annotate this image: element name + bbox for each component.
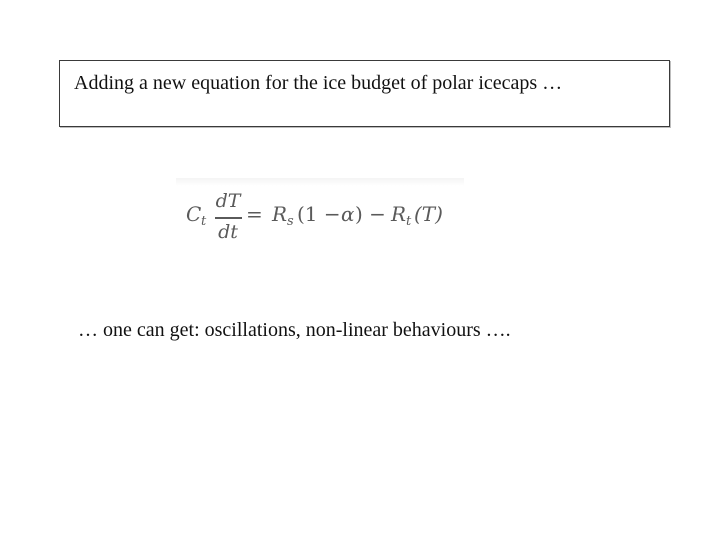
eq-derivative: [214, 188, 242, 248]
eq-fraction-bar: [215, 217, 242, 219]
slide-body-text: … one can get: oscillations, non-linear behaviours ….: [78, 319, 511, 341]
eq-paren-one-minus: (1 −: [297, 202, 341, 226]
eq-rs-subscript: s: [287, 214, 294, 229]
eq-paren-close-minus: ) −: [355, 202, 386, 226]
eq-numerator: dT: [215, 190, 241, 212]
eq-rt-symbol: R: [391, 202, 407, 226]
eq-rt-subscript: t: [406, 214, 412, 229]
eq-rt-argument: (T): [414, 202, 443, 226]
slide-title: Adding a new equation for the ice budget of polar icecaps …: [74, 72, 563, 94]
eq-heat-capacity-subscript: t: [201, 214, 207, 229]
energy-balance-equation: [176, 178, 464, 256]
eq-rs-symbol: R: [272, 202, 288, 226]
eq-heat-capacity-symbol: C: [186, 202, 202, 226]
eq-denominator: dt: [218, 221, 238, 243]
eq-albedo-symbol: α: [341, 202, 355, 226]
title-box: [59, 60, 670, 127]
eq-equals: =: [246, 202, 263, 226]
